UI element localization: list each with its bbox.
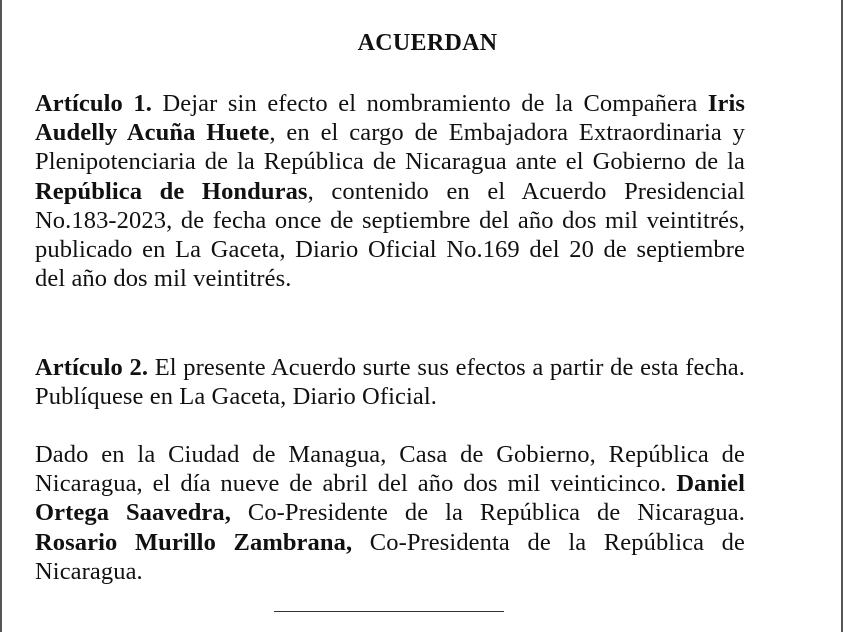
article-1-label: Artículo 1. bbox=[35, 90, 152, 117]
signer-2: Rosario Murillo Zambrana, bbox=[35, 528, 353, 556]
article-1-text-part-2: , en el cargo de Embajadora Extraordinaria y Plenipotenciaria de la República de Nicaragua ante el Gobierno de la bbox=[35, 119, 746, 176]
appointee-name: Iris Audelly Acuña Huete bbox=[35, 90, 745, 147]
closing-text-part-3: Co-Presidenta de la República de Nicaragua. bbox=[35, 528, 745, 585]
separator-line bbox=[274, 611, 504, 612]
article-2-label: Artículo 2. bbox=[35, 354, 149, 381]
signer-1: Daniel Ortega Saavedra, bbox=[35, 470, 745, 527]
article-1-text-part-3: , contenido en el Acuerdo Presidencial No.183-2023, de fecha once de septiembre del año dos mil veintitrés, publicado en La Gaceta, Diario Oficial No.169 del 20 de septiembre del año dos mil veintitrés. bbox=[35, 177, 745, 293]
article-1-paragraph bbox=[35, 89, 745, 293]
article-2-text: El presente Acuerdo surte sus efectos a partir de esta fecha. Publíquese en La Gaceta, Diario Oficial. bbox=[35, 354, 745, 411]
document-heading: ACUERDAN bbox=[357, 30, 498, 56]
closing-text-part-1: Dado en la Ciudad de Managua, Casa de Gobierno, República de Nicaragua, el día nueve de abril del año dos mil veinticinco. bbox=[35, 441, 745, 498]
article-1-text-part-1: Dejar sin efecto el nombramiento de la Compañera bbox=[151, 90, 708, 117]
article-2-paragraph bbox=[35, 353, 745, 411]
closing-text-part-2: Co-Presidente de la República de Nicaragua. bbox=[230, 499, 745, 527]
country-name: República de Honduras bbox=[35, 177, 308, 205]
closing-paragraph bbox=[35, 440, 745, 586]
